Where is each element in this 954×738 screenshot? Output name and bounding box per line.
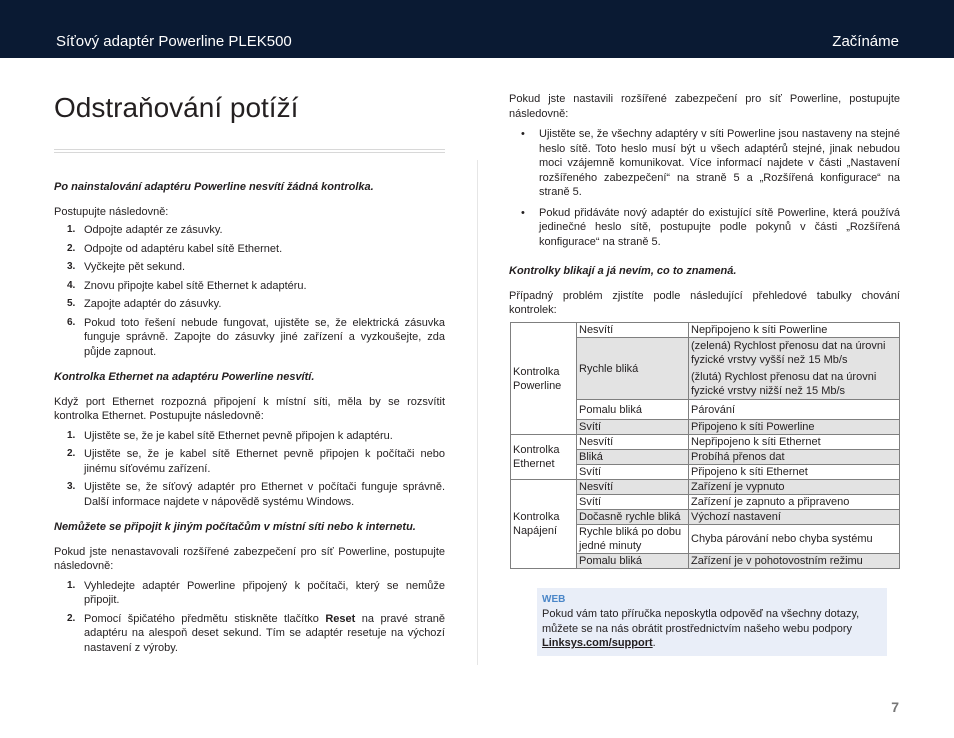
topic-heading: Kontrolky blikají a já nevím, co to znamená. [509,265,737,277]
paragraph: Pokud jste nastavili rozšířené zabezpečení pro síť Powerline, postupujte následovně: [509,93,900,120]
list-item: 2. Pomocí špičatého předmětu stiskněte tlačítko Reset na pravé straně adaptéru na alespoň deset sekund. Tím se adaptér resetuje na výchozí nastavení z výroby. [67,612,445,654]
right-column [509,92,900,318]
list-item: 4. Znovu připojte kabel sítě Ethernet k adaptéru. [67,279,307,292]
web-note-box [537,588,887,656]
table-group-label: Kontrolka Napájení [511,480,577,569]
list-item: 1. Ujistěte se, že je kabel sítě Ethernet pevně připojen k adaptéru. [67,429,393,442]
led-status-table [510,322,900,569]
table-cell: Pomalu bliká [577,400,689,420]
table-cell: Pomalu bliká [577,554,689,569]
table-cell: Rychle bliká po dobu jedné minuty [577,525,689,554]
document-title: Síťový adaptér Powerline PLEK500 [56,33,292,50]
table-group-label: Kontrolka Ethernet [511,435,577,480]
table-cell: Probíhá přenos dat [689,450,900,465]
topic-heading: Po nainstalování adaptéru Powerline nesvítí žádná kontrolka. [54,181,374,193]
table-cell: Zařízení je zapnuto a připraveno [689,495,900,510]
list-item: 2. Odpojte od adaptéru kabel sítě Ethernet. [67,242,283,255]
steps-list [54,429,445,510]
table-row [511,435,900,450]
list-item: 3. Ujistěte se, že síťový adaptér pro Ethernet v počítači funguje správně. Další informace najdete v nápovědě systému Windows. [67,481,445,508]
table-cell: Svítí [577,420,689,435]
table-cell: Nepřipojeno k síti Powerline [689,323,900,338]
paragraph: Pokud jste nenastavovali rozšířené zabezpečení pro síť Powerline, postupujte následovně: [54,545,445,572]
table-cell: (žlutá) Rychlost přenosu dat na úrovni fyzické vrstvy nižší než 15 Mb/s [689,367,900,400]
table-cell: Dočasně rychle bliká [577,510,689,525]
list-item: 1. Vyhledejte adaptér Powerline připojený k počítači, který se nemůže připojit. [67,579,445,606]
topic-heading: Nemůžete se připojit k jiným počítačům v místní síti nebo k internetu. [54,521,416,533]
steps-list [54,223,445,359]
list-item: 5. Zapojte adaptér do zásuvky. [67,298,222,310]
table-cell: Bliká [577,450,689,465]
list-item: 3. Vyčkejte pět sekund. [67,261,186,273]
table-cell: Zařízení je vypnuto [689,480,900,495]
list-item: • Pokud přidáváte nový adaptér do existující sítě Powerline, která používá jedinečné heslo sítě, postupujte podle pokynů v části „Rozšířená konfigurace“ na straně 5. [521,206,900,248]
web-note-text: Pokud vám tato příručka neposkytla odpověď na všechny dotazy, můžete se na nás obrátit prostřednictvím našeho webu podpory Linksys.com/support. [542,608,860,649]
table-cell: Rychle bliká [577,338,689,400]
table-cell: Výchozí nastavení [689,510,900,525]
table-cell: Připojeno k síti Powerline [689,420,900,435]
table-cell: Svítí [577,495,689,510]
table-cell: Párování [689,400,900,420]
page-title: Odstraňování potíží [54,92,299,123]
table-cell: Nesvítí [577,480,689,495]
page-header [0,0,954,58]
list-item: • Ujistěte se, že všechny adaptéry v síti Powerline jsou nastaveny na stejné heslo sítě. Toto heslo musí být u všech adaptérů stejné, jinak nebudou moci vzájemně komunikovat. Více informací najdete v části „Nastavení rozšířeného zabezpečení“ na straně 5 a „Rozšířená konfigurace“ na straně 5. [521,128,900,198]
support-link[interactable]: Linksys.com/support [542,637,653,649]
list-item: 2. Ujistěte se, že je kabel sítě Ethernet pevně připojen k počítači nebo jinému síťovému zařízení. [67,448,445,475]
column-divider [477,160,478,665]
table-row [511,480,900,495]
table-cell: Zařízení je v pohotovostním režimu [689,554,900,569]
section-title: Začínáme [832,33,899,50]
title-rule [54,149,445,150]
reset-button-label: Reset [325,612,356,625]
web-note-label: WEB [542,594,566,605]
paragraph: Postupujte následovně: [54,205,169,218]
bullet-list [509,127,900,249]
table-cell: (zelená) Rychlost přenosu dat na úrovni fyzické vrstvy vyšší než 15 Mb/s [689,338,900,368]
title-rule [54,152,445,153]
page-number: 7 [891,699,899,715]
table-group-label: Kontrolka Powerline [511,323,577,435]
table-cell: Svítí [577,465,689,480]
paragraph: Když port Ethernet rozpozná připojení k místní síti, měla by se rozsvítit kontrolka Ethernet. Postupujte následovně: [54,395,445,422]
table-cell: Chyba párování nebo chyba systému [689,525,900,554]
table-cell: Připojeno k síti Ethernet [689,465,900,480]
table-cell: Nesvítí [577,435,689,450]
topic-heading: Kontrolka Ethernet na adaptéru Powerline nesvítí. [54,371,315,383]
table-cell: Nepřipojeno k síti Ethernet [689,435,900,450]
left-column [54,92,445,655]
table-cell: Nesvítí [577,323,689,338]
table-row [511,323,900,338]
steps-list [54,579,445,656]
list-item: 6. Pokud toto řešení nebude fungovat, ujistěte se, že elektrická zásuvka funguje správně. Zapojte do zásuvky jiné zařízení a vyzkoušejte, zda půjde zapnout. [67,316,445,358]
list-item: 1. Odpojte adaptér ze zásuvky. [67,224,223,236]
paragraph: Případný problém zjistíte podle následující přehledové tabulky chování kontrolek: [509,289,900,316]
